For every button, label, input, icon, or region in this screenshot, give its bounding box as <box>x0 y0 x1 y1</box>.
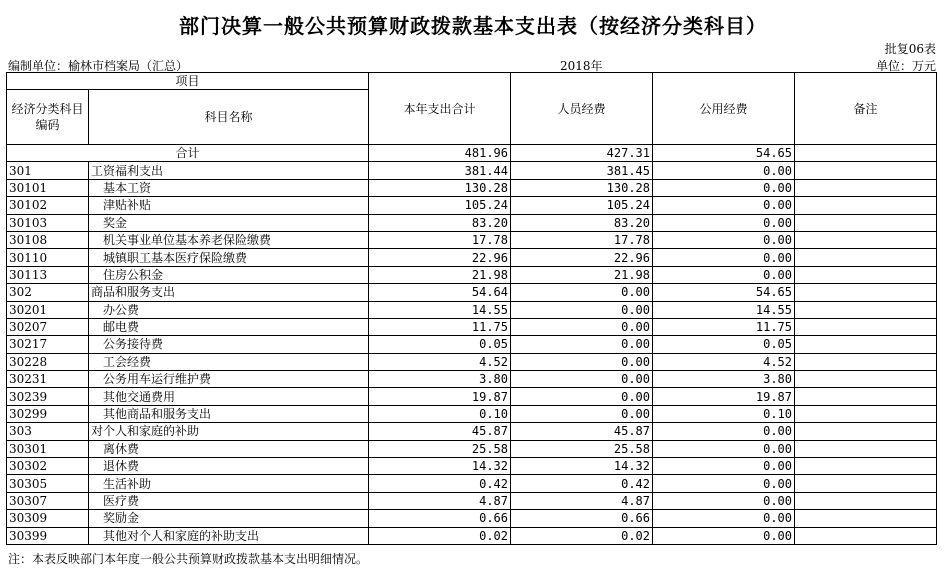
table-row <box>7 179 937 196</box>
header-code: 经济分类科目编码 <box>7 90 89 145</box>
header-public: 公用经费 <box>653 73 795 145</box>
row-public: 19.87 <box>653 388 795 405</box>
row-remark <box>795 301 937 318</box>
row-total: 0.02 <box>369 527 511 544</box>
header-name: 科目名称 <box>89 90 369 145</box>
row-remark <box>795 405 937 422</box>
row-remark <box>795 353 937 370</box>
row-remark <box>795 284 937 301</box>
row-code: 30239 <box>7 388 89 405</box>
row-personnel: 83.20 <box>511 214 653 231</box>
row-personnel: 0.00 <box>511 388 653 405</box>
row-code: 30301 <box>7 440 89 457</box>
row-name: 其他商品和服务支出 <box>89 405 369 422</box>
row-public: 3.80 <box>653 371 795 388</box>
row-total: 25.58 <box>369 440 511 457</box>
row-remark <box>795 336 937 353</box>
sum-personnel: 427.31 <box>511 145 653 162</box>
row-public: 0.00 <box>653 179 795 196</box>
row-name: 奖励金 <box>89 510 369 527</box>
row-personnel: 105.24 <box>511 197 653 214</box>
row-name: 邮电费 <box>89 318 369 335</box>
row-code: 30399 <box>7 527 89 544</box>
table-row <box>7 492 937 509</box>
row-personnel: 0.00 <box>511 284 653 301</box>
row-code: 30302 <box>7 458 89 475</box>
table-row <box>7 527 937 544</box>
row-code: 30201 <box>7 301 89 318</box>
row-code: 30207 <box>7 318 89 335</box>
row-public: 0.00 <box>653 475 795 492</box>
row-remark <box>795 423 937 440</box>
sum-row <box>7 145 937 162</box>
table-row <box>7 214 937 231</box>
row-public: 0.00 <box>653 249 795 266</box>
table-row <box>7 231 937 248</box>
row-total: 83.20 <box>369 214 511 231</box>
row-name: 其他对个人和家庭的补助支出 <box>89 527 369 544</box>
sum-total: 481.96 <box>369 145 511 162</box>
sum-remark <box>795 145 937 162</box>
row-remark <box>795 197 937 214</box>
row-name: 商品和服务支出 <box>89 284 369 301</box>
row-total: 19.87 <box>369 388 511 405</box>
form-code: 批复06表 <box>884 42 936 56</box>
row-personnel: 0.00 <box>511 371 653 388</box>
row-total: 105.24 <box>369 197 511 214</box>
row-total: 17.78 <box>369 231 511 248</box>
row-personnel: 45.87 <box>511 423 653 440</box>
row-name: 基本工资 <box>89 179 369 196</box>
row-name: 离休费 <box>89 440 369 457</box>
table-row <box>7 371 937 388</box>
sum-public: 54.65 <box>653 145 795 162</box>
row-total: 22.96 <box>369 249 511 266</box>
row-personnel: 22.96 <box>511 249 653 266</box>
row-code: 30305 <box>7 475 89 492</box>
footnote: 注：本表反映部门本年度一般公共预算财政拨款基本支出明细情况。 <box>8 552 369 566</box>
row-total: 130.28 <box>369 179 511 196</box>
row-code: 30102 <box>7 197 89 214</box>
row-name: 公务接待费 <box>89 336 369 353</box>
row-personnel: 0.00 <box>511 405 653 422</box>
row-personnel: 0.00 <box>511 318 653 335</box>
row-public: 0.00 <box>653 458 795 475</box>
row-name: 工资福利支出 <box>89 162 369 179</box>
row-public: 0.10 <box>653 405 795 422</box>
row-personnel: 0.00 <box>511 301 653 318</box>
row-personnel: 4.87 <box>511 492 653 509</box>
row-personnel: 17.78 <box>511 231 653 248</box>
row-name: 其他交通费用 <box>89 388 369 405</box>
row-code: 30217 <box>7 336 89 353</box>
row-remark <box>795 179 937 196</box>
table-row <box>7 284 937 301</box>
table-row <box>7 162 937 179</box>
row-remark <box>795 510 937 527</box>
row-public: 0.00 <box>653 492 795 509</box>
row-personnel: 0.00 <box>511 353 653 370</box>
unit-label: 单位：万元 <box>875 59 936 73</box>
row-public: 0.05 <box>653 336 795 353</box>
row-total: 11.75 <box>369 318 511 335</box>
row-name: 对个人和家庭的补助 <box>89 423 369 440</box>
table-row <box>7 440 937 457</box>
header-remark: 备注 <box>795 73 937 145</box>
row-public: 54.65 <box>653 284 795 301</box>
expenditure-table <box>6 72 937 545</box>
row-name: 工会经费 <box>89 353 369 370</box>
row-remark <box>795 371 937 388</box>
table-row <box>7 510 937 527</box>
row-total: 0.10 <box>369 405 511 422</box>
row-personnel: 21.98 <box>511 266 653 283</box>
row-total: 54.64 <box>369 284 511 301</box>
row-total: 21.98 <box>369 266 511 283</box>
row-name: 城镇职工基本医疗保险缴费 <box>89 249 369 266</box>
row-code: 30228 <box>7 353 89 370</box>
compiler-label: 编制单位：榆林市档案局（汇总） <box>8 59 189 73</box>
row-remark <box>795 214 937 231</box>
row-name: 机关事业单位基本养老保险缴费 <box>89 231 369 248</box>
row-total: 0.42 <box>369 475 511 492</box>
row-code: 30299 <box>7 405 89 422</box>
row-name: 医疗费 <box>89 492 369 509</box>
row-name: 津贴补贴 <box>89 197 369 214</box>
row-remark <box>795 162 937 179</box>
row-code: 30113 <box>7 266 89 283</box>
row-code: 301 <box>7 162 89 179</box>
header-total: 本年支出合计 <box>369 73 511 145</box>
row-code: 30309 <box>7 510 89 527</box>
table-row <box>7 423 937 440</box>
row-remark <box>795 231 937 248</box>
table-row <box>7 336 937 353</box>
row-name: 办公费 <box>89 301 369 318</box>
row-public: 0.00 <box>653 510 795 527</box>
row-personnel: 0.42 <box>511 475 653 492</box>
table-row <box>7 266 937 283</box>
year-label: 2018年 <box>560 59 603 73</box>
row-personnel: 381.45 <box>511 162 653 179</box>
row-personnel: 0.66 <box>511 510 653 527</box>
row-total: 3.80 <box>369 371 511 388</box>
table-row <box>7 318 937 335</box>
row-total: 14.32 <box>369 458 511 475</box>
table-row <box>7 458 937 475</box>
row-public: 14.55 <box>653 301 795 318</box>
row-public: 0.00 <box>653 440 795 457</box>
row-personnel: 14.32 <box>511 458 653 475</box>
table-row <box>7 353 937 370</box>
row-public: 0.00 <box>653 162 795 179</box>
table-row <box>7 301 937 318</box>
row-personnel: 25.58 <box>511 440 653 457</box>
row-remark <box>795 266 937 283</box>
row-code: 302 <box>7 284 89 301</box>
table-row <box>7 475 937 492</box>
header-personnel: 人员经费 <box>511 73 653 145</box>
table-row <box>7 405 937 422</box>
row-public: 0.00 <box>653 423 795 440</box>
row-total: 14.55 <box>369 301 511 318</box>
row-name: 奖金 <box>89 214 369 231</box>
row-personnel: 0.02 <box>511 527 653 544</box>
row-public: 0.00 <box>653 214 795 231</box>
row-code: 30108 <box>7 231 89 248</box>
row-personnel: 0.00 <box>511 336 653 353</box>
row-total: 4.52 <box>369 353 511 370</box>
row-total: 0.66 <box>369 510 511 527</box>
row-remark <box>795 249 937 266</box>
row-remark <box>795 458 937 475</box>
row-name: 公务用车运行维护费 <box>89 371 369 388</box>
row-remark <box>795 492 937 509</box>
table-row <box>7 197 937 214</box>
row-public: 0.00 <box>653 231 795 248</box>
row-code: 30110 <box>7 249 89 266</box>
row-total: 0.05 <box>369 336 511 353</box>
row-public: 11.75 <box>653 318 795 335</box>
row-public: 0.00 <box>653 197 795 214</box>
row-remark <box>795 318 937 335</box>
row-code: 30307 <box>7 492 89 509</box>
row-code: 303 <box>7 423 89 440</box>
row-personnel: 130.28 <box>511 179 653 196</box>
row-code: 30231 <box>7 371 89 388</box>
header-project: 项目 <box>7 73 369 90</box>
row-public: 0.00 <box>653 266 795 283</box>
row-name: 生活补助 <box>89 475 369 492</box>
row-code: 30101 <box>7 179 89 196</box>
row-public: 0.00 <box>653 527 795 544</box>
row-remark <box>795 440 937 457</box>
page-title: 部门决算一般公共预算财政拨款基本支出表（按经济分类科目） <box>179 14 767 38</box>
row-total: 4.87 <box>369 492 511 509</box>
row-total: 381.44 <box>369 162 511 179</box>
row-remark <box>795 388 937 405</box>
row-total: 45.87 <box>369 423 511 440</box>
table-row <box>7 388 937 405</box>
sum-label: 合计 <box>7 145 369 162</box>
table-row <box>7 249 937 266</box>
row-remark <box>795 527 937 544</box>
row-name: 住房公积金 <box>89 266 369 283</box>
row-code: 30103 <box>7 214 89 231</box>
row-name: 退休费 <box>89 458 369 475</box>
row-public: 4.52 <box>653 353 795 370</box>
row-remark <box>795 475 937 492</box>
